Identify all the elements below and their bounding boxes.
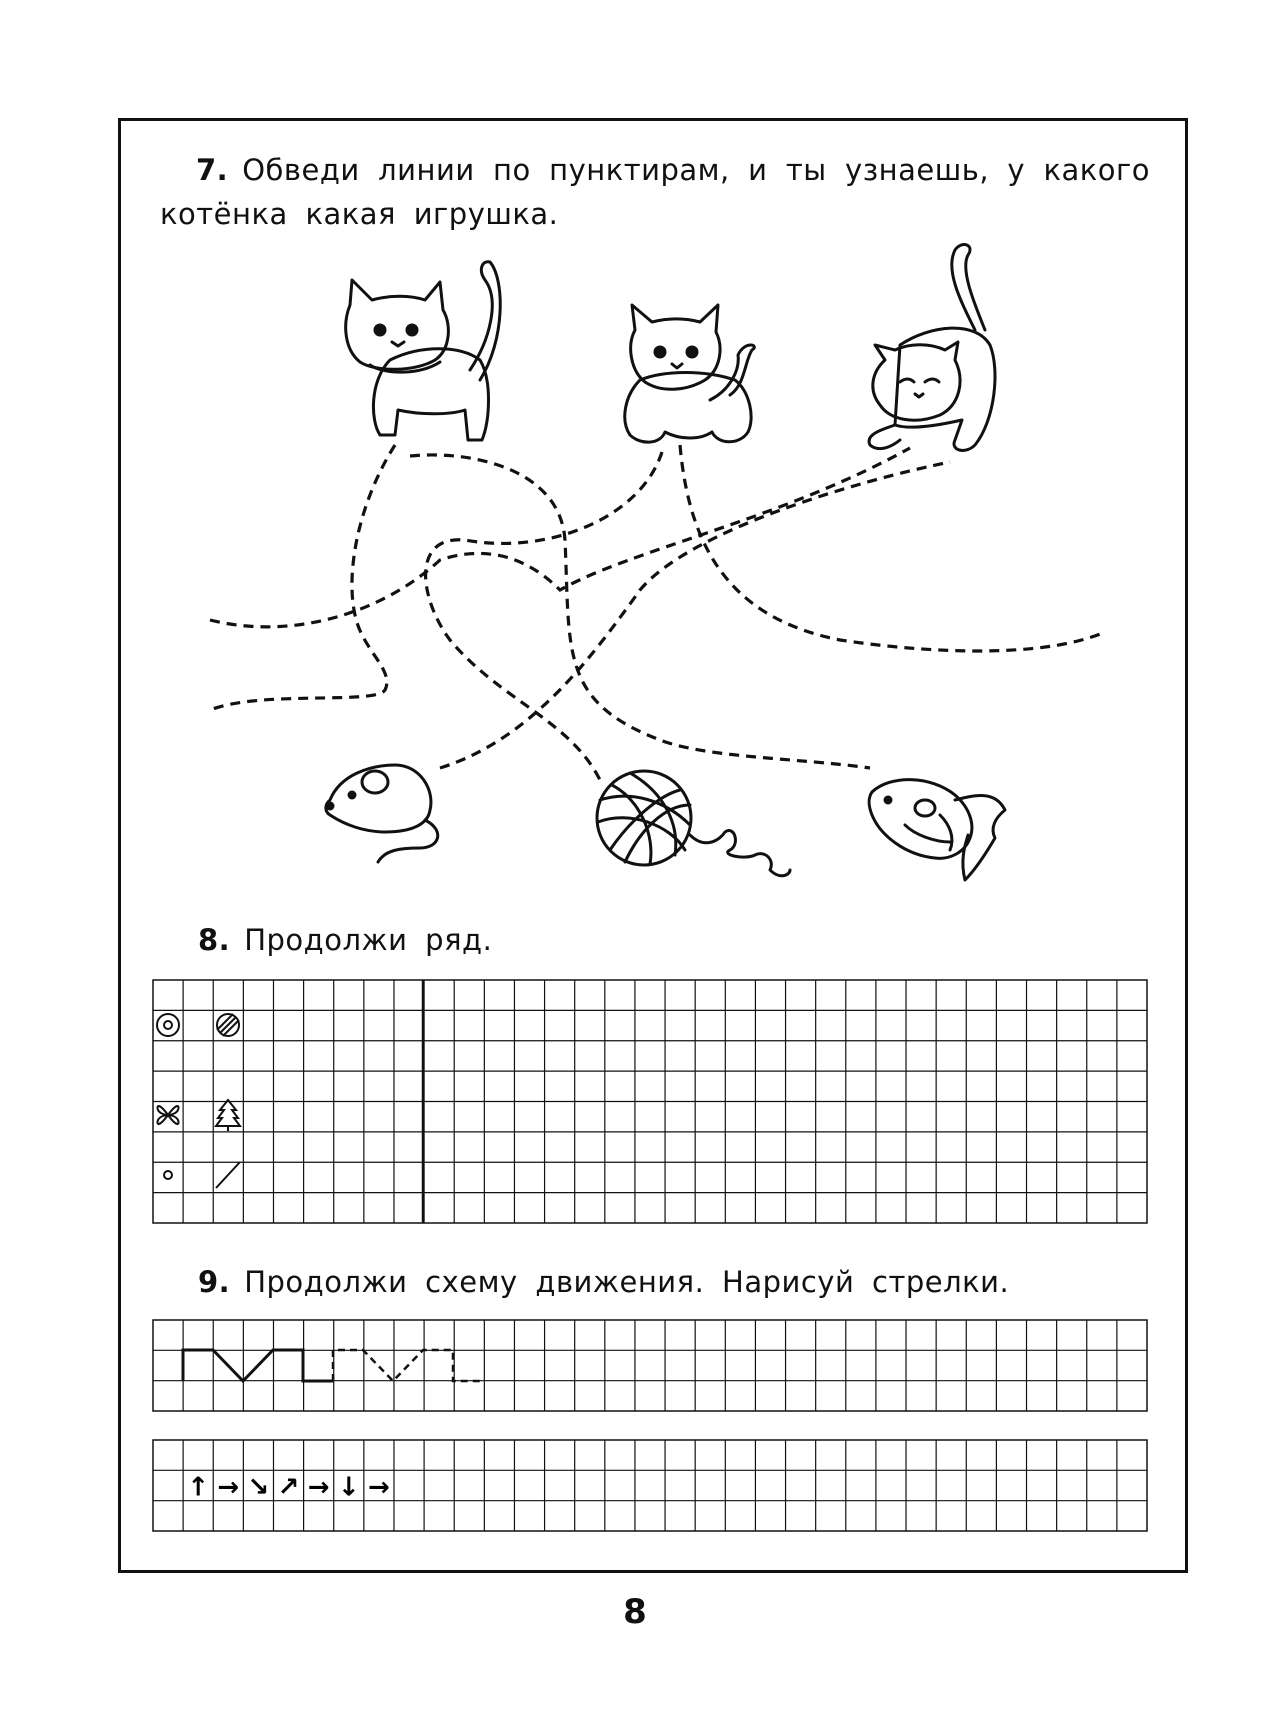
task-8-number: 8. — [198, 923, 231, 957]
dashed-maze — [210, 445, 1105, 780]
diagonal-line-symbol — [216, 1162, 240, 1188]
arrow-7: → — [368, 1472, 390, 1503]
task-9-instruction — [198, 1260, 1009, 1304]
fish-toy — [869, 780, 1005, 880]
maze-line-2 — [410, 455, 870, 768]
arrow-sequence — [187, 1473, 390, 1503]
task-7-number: 7. — [196, 153, 229, 187]
task-8-text: Продолжи ряд. — [244, 923, 493, 957]
task-9-grid-path — [153, 1320, 1147, 1411]
dashed-path-pattern — [333, 1350, 483, 1381]
stretching-kitten — [869, 245, 995, 451]
ring-symbol — [157, 1014, 179, 1036]
task-9-text: Продолжи схему движения. Нарисуй стрелки. — [244, 1265, 1010, 1299]
sitting-kitten — [625, 305, 754, 442]
task-7-text: Обведи линии по пунктирам, и ты узнаешь, у какого котёнка какая игрушка. — [160, 153, 1150, 231]
maze-line-1 — [210, 445, 395, 710]
task-8-instruction — [198, 918, 492, 962]
arrow-4: ↗ — [277, 1472, 300, 1503]
arrow-1: ↑ — [187, 1472, 210, 1503]
arrow-2: → — [217, 1472, 240, 1503]
small-circle-symbol — [164, 1171, 172, 1179]
maze-line-6 — [440, 462, 950, 768]
page-number: 8 — [623, 1592, 647, 1632]
arrow-6: ↓ — [337, 1472, 360, 1503]
maze-line-4 — [426, 452, 662, 780]
arrow-5: → — [307, 1472, 330, 1503]
standing-kitten — [346, 262, 501, 440]
fir-tree-symbol — [216, 1100, 240, 1131]
striped-circle-symbol — [217, 1014, 239, 1036]
arrow-3: ↘ — [247, 1472, 270, 1503]
flower-symbol — [157, 1106, 178, 1124]
yarn-ball — [597, 771, 790, 876]
task-9-grid-arrows — [153, 1440, 1147, 1531]
task-9-number: 9. — [198, 1265, 231, 1299]
mouse-toy — [326, 765, 438, 862]
task-8-grid — [153, 980, 1147, 1223]
solid-path-pattern — [183, 1350, 333, 1381]
